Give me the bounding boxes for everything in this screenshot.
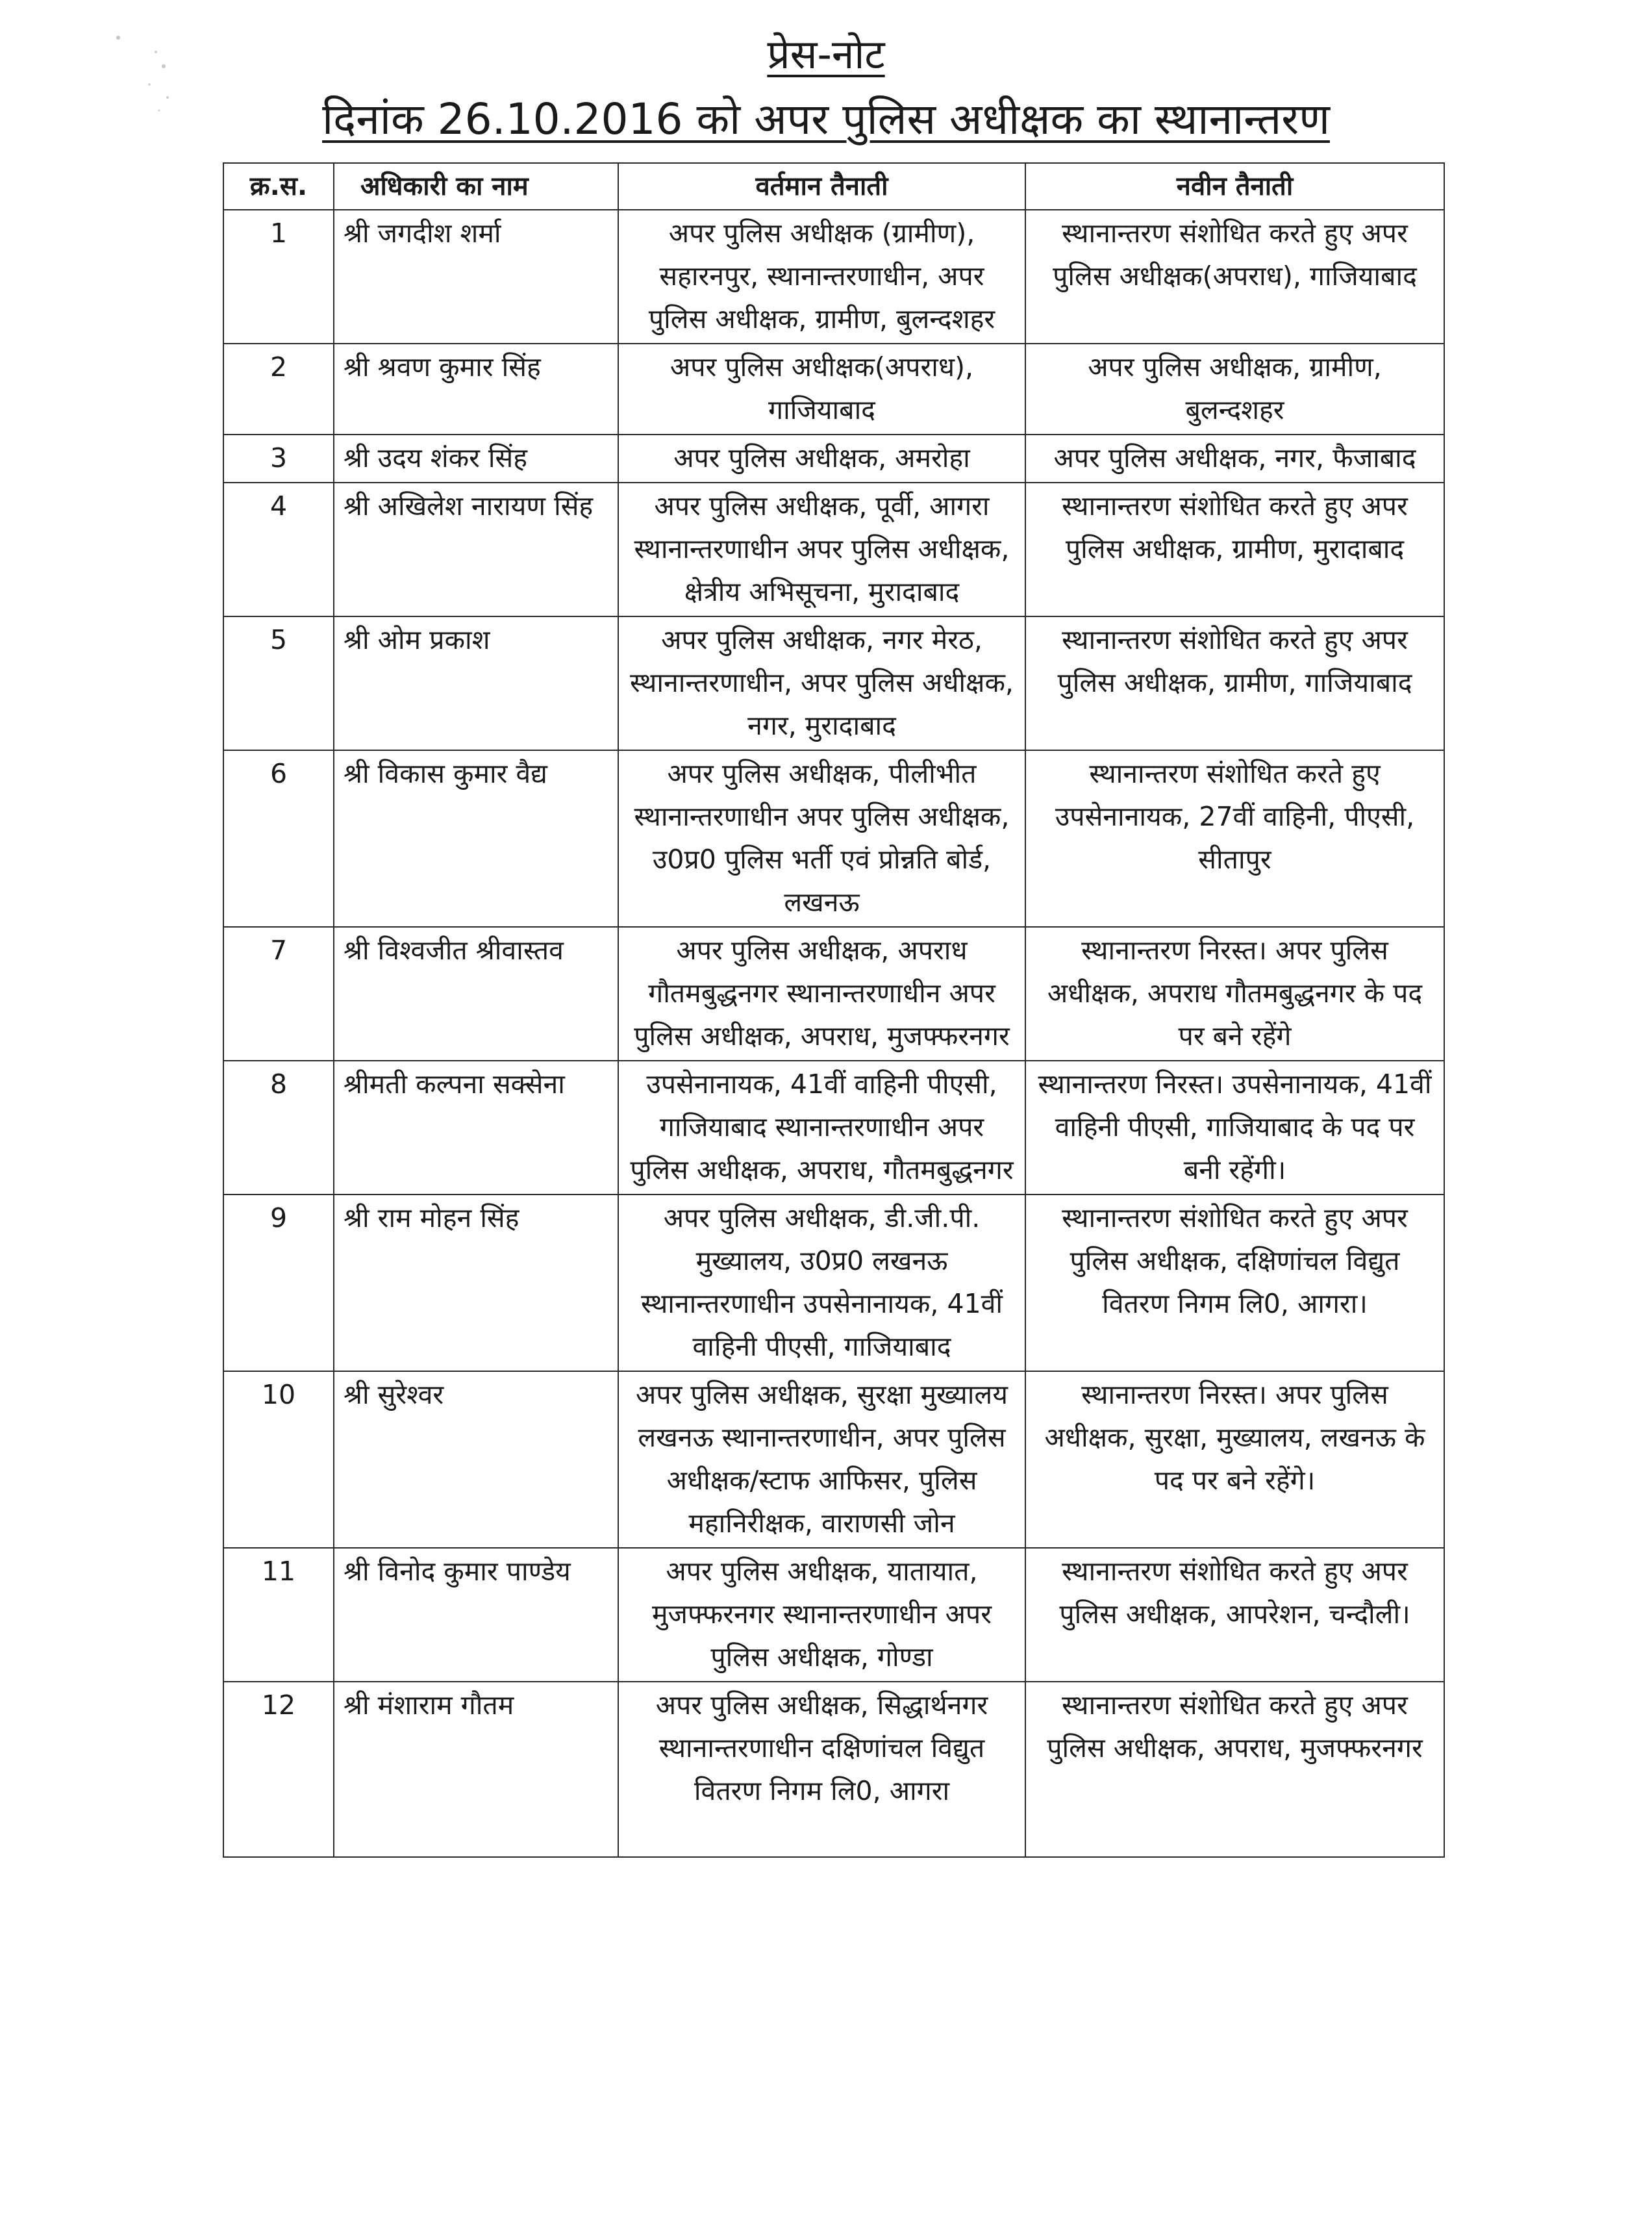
cell-current-posting: अपर पुलिस अधीक्षक, यातायात, मुजफ्फरनगर स्थानान्तरणाधीन अपर पुलिस अधीक्षक, गोण्डा <box>618 1548 1025 1682</box>
cell-serial: 1 <box>223 210 334 344</box>
cell-new-posting: स्थानान्तरण संशोधित करते हुए अपर पुलिस अधीक्षक, अपराध, मुजफ्फरनगर <box>1025 1682 1444 1857</box>
cell-new-posting: स्थानान्तरण संशोधित करते हुए अपर पुलिस अधीक्षक, दक्षिणांचल विद्युत वितरण निगम लि0, आगरा। <box>1025 1195 1444 1371</box>
cell-officer-name: श्री सुरेश्वर <box>334 1371 618 1548</box>
cell-serial: 8 <box>223 1061 334 1195</box>
cell-officer-name: श्री जगदीश शर्मा <box>334 210 618 344</box>
cell-serial: 12 <box>223 1682 334 1857</box>
cell-current-posting: अपर पुलिस अधीक्षक, पूर्वी, आगरा स्थानान्तरणाधीन अपर पुलिस अधीक्षक, क्षेत्रीय अभिसूचना, मुरादाबाद <box>618 483 1025 616</box>
cell-officer-name: श्री मंशाराम गौतम <box>334 1682 618 1857</box>
press-note-heading: प्रेस-नोट <box>767 31 885 78</box>
cell-officer-name: श्रीमती कल्पना सक्सेना <box>334 1061 618 1195</box>
table-row <box>223 750 1444 927</box>
cell-officer-name: श्री ओम प्रकाश <box>334 616 618 750</box>
cell-serial: 2 <box>223 344 334 435</box>
table-row <box>223 435 1444 483</box>
cell-current-posting: अपर पुलिस अधीक्षक, पीलीभीत स्थानान्तरणाधीन अपर पुलिस अधीक्षक, उ0प्र0 पुलिस भर्ती एवं प्रोन्नति बोर्ड, लखनऊ <box>618 750 1025 927</box>
cell-new-posting: स्थानान्तरण संशोधित करते हुए उपसेनानायक, 27वीं वाहिनी, पीएसी, सीतापुर <box>1025 750 1444 927</box>
table-row <box>223 616 1444 750</box>
cell-new-posting: स्थानान्तरण संशोधित करते हुए अपर पुलिस अधीक्षक, आपरेशन, चन्दौली। <box>1025 1548 1444 1682</box>
cell-current-posting: उपसेनानायक, 41वीं वाहिनी पीएसी, गाजियाबाद स्थानान्तरणाधीन अपर पुलिस अधीक्षक, अपराध, गौतमबुद्धनगर <box>618 1061 1025 1195</box>
cell-new-posting: स्थानान्तरण निरस्त। उपसेनानायक, 41वीं वाहिनी पीएसी, गाजियाबाद के पद पर बनी रहेंगी। <box>1025 1061 1444 1195</box>
table-row <box>223 210 1444 344</box>
cell-officer-name: श्री विनोद कुमार पाण्डेय <box>334 1548 618 1682</box>
table-row <box>223 1682 1444 1857</box>
cell-new-posting: अपर पुलिस अधीक्षक, नगर, फैजाबाद <box>1025 435 1444 483</box>
table-row <box>223 1548 1444 1682</box>
cell-officer-name: श्री श्रवण कुमार सिंह <box>334 344 618 435</box>
header-officer-name: अधिकारी का नाम <box>334 163 618 210</box>
cell-serial: 5 <box>223 616 334 750</box>
transfer-date-subheading: दिनांक 26.10.2016 को अपर पुलिस अधीक्षक का स्थानान्तरण <box>322 94 1330 144</box>
cell-officer-name: श्री विश्वजीत श्रीवास्तव <box>334 927 618 1061</box>
table-row <box>223 1371 1444 1548</box>
cell-current-posting: अपर पुलिस अधीक्षक, सुरक्षा मुख्यालय लखनऊ स्थानान्तरणाधीन, अपर पुलिस अधीक्षक/स्टाफ आफिसर, पुलिस महानिरीक्षक, वाराणसी जोन <box>618 1371 1025 1548</box>
cell-current-posting: अपर पुलिस अधीक्षक, डी.जी.पी. मुख्यालय, उ0प्र0 लखनऊ स्थानान्तरणाधीन उपसेनानायक, 41वीं वाहिनी पीएसी, गाजियाबाद <box>618 1195 1025 1371</box>
table-header-row <box>223 163 1444 210</box>
cell-new-posting: अपर पुलिस अधीक्षक, ग्रामीण, बुलन्दशहर <box>1025 344 1444 435</box>
table-row <box>223 1195 1444 1371</box>
table-row <box>223 344 1444 435</box>
cell-new-posting: स्थानान्तरण संशोधित करते हुए अपर पुलिस अधीक्षक(अपराध), गाजियाबाद <box>1025 210 1444 344</box>
transfer-table <box>223 162 1445 1858</box>
table-row <box>223 1061 1444 1195</box>
cell-serial: 3 <box>223 435 334 483</box>
cell-new-posting: स्थानान्तरण निरस्त। अपर पुलिस अधीक्षक, सुरक्षा, मुख्यालय, लखनऊ के पद पर बने रहेंगे। <box>1025 1371 1444 1548</box>
cell-new-posting: स्थानान्तरण संशोधित करते हुए अपर पुलिस अधीक्षक, ग्रामीण, गाजियाबाद <box>1025 616 1444 750</box>
cell-officer-name: श्री विकास कुमार वैद्य <box>334 750 618 927</box>
cell-new-posting: स्थानान्तरण निरस्त। अपर पुलिस अधीक्षक, अपराध गौतमबुद्धनगर के पद पर बने रहेंगे <box>1025 927 1444 1061</box>
cell-serial: 7 <box>223 927 334 1061</box>
cell-new-posting: स्थानान्तरण संशोधित करते हुए अपर पुलिस अधीक्षक, ग्रामीण, मुरादाबाद <box>1025 483 1444 616</box>
cell-current-posting: अपर पुलिस अधीक्षक, अमरोहा <box>618 435 1025 483</box>
cell-serial: 11 <box>223 1548 334 1682</box>
cell-officer-name: श्री उदय शंकर सिंह <box>334 435 618 483</box>
cell-officer-name: श्री अखिलेश नारायण सिंह <box>334 483 618 616</box>
cell-serial: 6 <box>223 750 334 927</box>
header-current-posting: वर्तमान तैनाती <box>618 163 1025 210</box>
cell-serial: 9 <box>223 1195 334 1371</box>
table-row <box>223 927 1444 1061</box>
cell-serial: 4 <box>223 483 334 616</box>
cell-serial: 10 <box>223 1371 334 1548</box>
header-serial: क्र.स. <box>223 163 334 210</box>
cell-current-posting: अपर पुलिस अधीक्षक (ग्रामीण), सहारनपुर, स्थानान्तरणाधीन, अपर पुलिस अधीक्षक, ग्रामीण, बुलन्दशहर <box>618 210 1025 344</box>
cell-officer-name: श्री राम मोहन सिंह <box>334 1195 618 1371</box>
header-new-posting: नवीन तैनाती <box>1025 163 1444 210</box>
cell-current-posting: अपर पुलिस अधीक्षक, सिद्धार्थनगर स्थानान्तरणाधीन दक्षिणांचल विद्युत वितरण निगम लि0, आगरा <box>618 1682 1025 1857</box>
cell-current-posting: अपर पुलिस अधीक्षक, अपराध गौतमबुद्धनगर स्थानान्तरणाधीन अपर पुलिस अधीक्षक, अपराध, मुजफ्फरनगर <box>618 927 1025 1061</box>
table-row <box>223 483 1444 616</box>
cell-current-posting: अपर पुलिस अधीक्षक, नगर मेरठ, स्थानान्तरणाधीन, अपर पुलिस अधीक्षक, नगर, मुरादाबाद <box>618 616 1025 750</box>
cell-current-posting: अपर पुलिस अधीक्षक(अपराध), गाजियाबाद <box>618 344 1025 435</box>
